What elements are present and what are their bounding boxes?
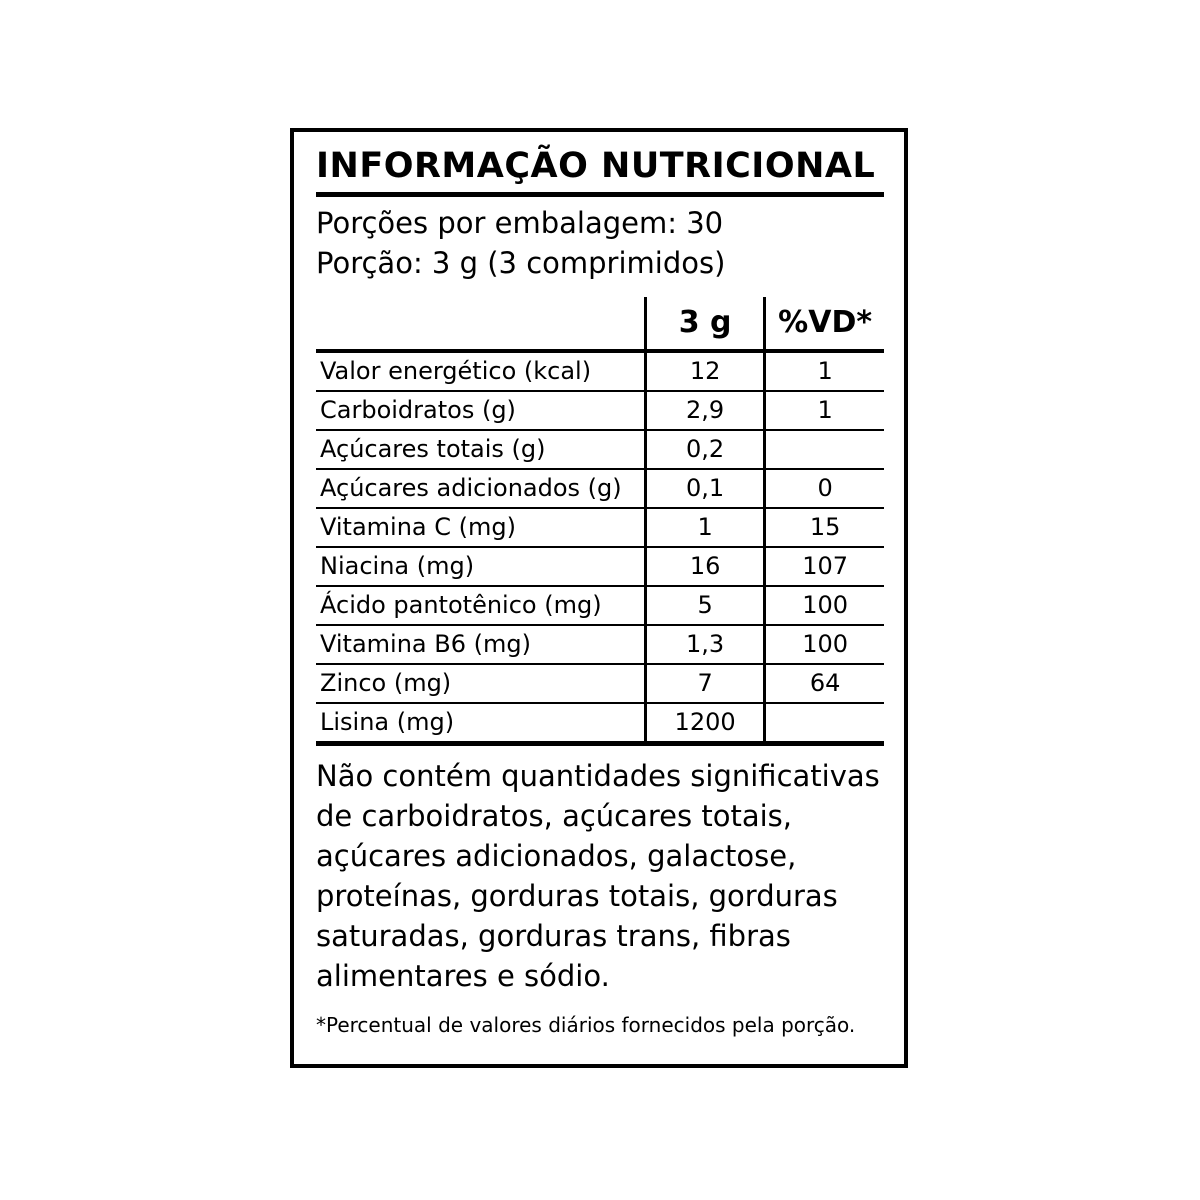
nutrient-daily-value: 107	[765, 547, 884, 586]
table-body	[316, 351, 884, 741]
nutrient-name: Vitamina B6 (mg)	[316, 625, 645, 664]
nutrient-amount: 2,9	[645, 391, 764, 430]
table-bottom-divider	[316, 741, 884, 746]
table-row	[316, 508, 884, 547]
table-row	[316, 664, 884, 703]
nutrient-name: Açúcares adicionados (g)	[316, 469, 645, 508]
insignificant-amounts-note: Não contém quantidades significativas de carboidratos, açúcares totais, açúcares adicionados, galactose, proteínas, gorduras totais, gorduras saturadas, gorduras trans, fibras alimentares e sódio.	[316, 758, 880, 993]
page-title: INFORMAÇÃO NUTRICIONAL	[316, 146, 876, 186]
table-row	[316, 547, 884, 586]
nutrient-daily-value: 0	[765, 469, 884, 508]
serving-size: Porção: 3 g (3 comprimidos)	[316, 245, 726, 280]
nutrient-name: Carboidratos (g)	[316, 391, 645, 430]
table-row	[316, 430, 884, 469]
nutrient-daily-value: 64	[765, 664, 884, 703]
column-header-daily-value: %VD*	[765, 297, 884, 351]
nutrition-facts-panel	[290, 128, 908, 1068]
nutrient-daily-value: 15	[765, 508, 884, 547]
table-header-row	[316, 297, 884, 351]
nutrient-amount: 1200	[645, 703, 764, 741]
nutrient-name: Valor energético (kcal)	[316, 351, 645, 391]
nutrient-name: Ácido pantotênico (mg)	[316, 586, 645, 625]
nutrient-name: Lisina (mg)	[320, 708, 455, 737]
nutrient-name: Açúcares totais (g)	[316, 430, 645, 469]
servings-per-package: Porções por embalagem: 30	[316, 206, 724, 241]
nutrient-daily-value	[765, 430, 884, 469]
nutrient-name: Vitamina C (mg)	[316, 508, 645, 547]
nutrient-amount: 0,2	[645, 430, 764, 469]
daily-value-footnote: *Percentual de valores diários fornecidos pela porção.	[316, 1012, 856, 1037]
table-row	[316, 625, 884, 664]
table-row	[316, 391, 884, 430]
table-row	[316, 351, 884, 391]
nutrient-daily-value	[765, 703, 884, 741]
column-header-nutrient	[316, 297, 645, 351]
nutrient-daily-value: 100	[765, 586, 884, 625]
nutrient-name: Niacina (mg)	[316, 547, 645, 586]
nutrient-amount: 16	[645, 547, 764, 586]
nutrient-name: Zinco (mg)	[316, 664, 645, 703]
nutrient-amount: 12	[645, 351, 764, 391]
title-divider	[316, 192, 884, 197]
nutrient-daily-value: 1	[765, 351, 884, 391]
nutrient-amount: 1	[645, 508, 764, 547]
table-row	[316, 469, 884, 508]
table-row	[316, 586, 884, 625]
column-header-amount: 3 g	[645, 297, 764, 351]
nutrient-amount: 5	[645, 586, 764, 625]
nutrient-amount: 0,1	[645, 469, 764, 508]
nutrient-amount: 1,3	[645, 625, 764, 664]
nutrient-amount: 7	[645, 664, 764, 703]
table-header	[316, 297, 884, 351]
nutrition-table	[316, 297, 884, 741]
nutrient-daily-value: 100	[765, 625, 884, 664]
table-row	[316, 703, 884, 741]
nutrient-daily-value: 1	[765, 391, 884, 430]
